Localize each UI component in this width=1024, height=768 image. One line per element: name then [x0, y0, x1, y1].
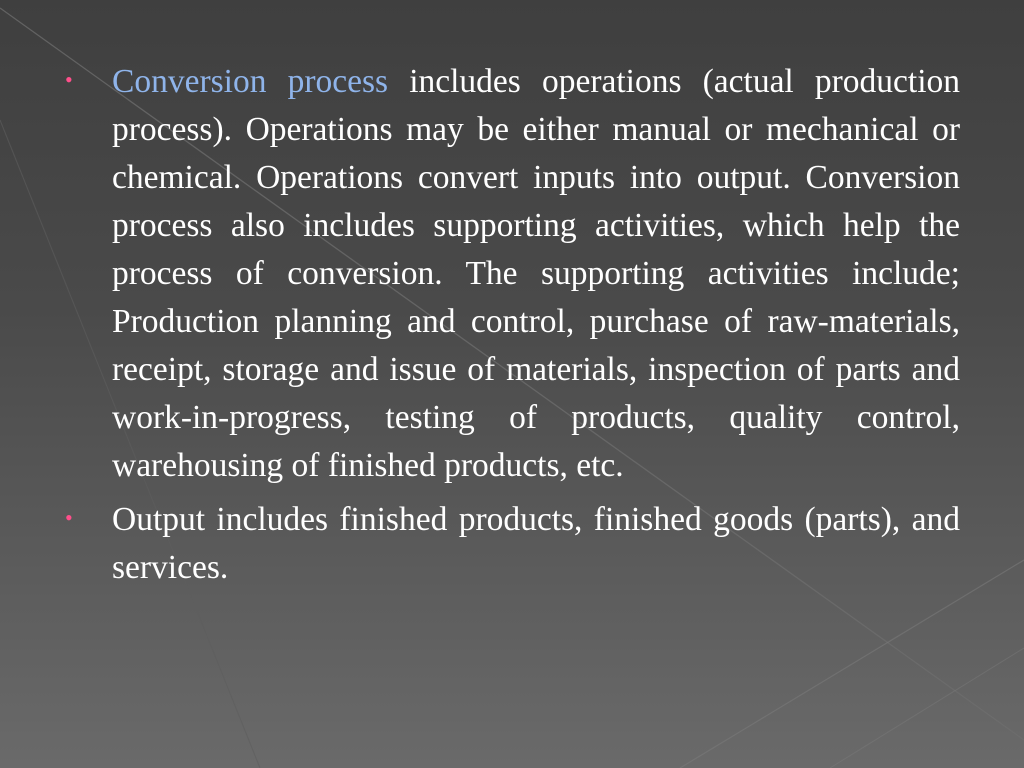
- bullet-list: [62, 58, 960, 598]
- bullet-item-output: [62, 496, 960, 592]
- bullet-dot-icon: •: [65, 505, 73, 530]
- bullet-text: includes operations (actual production process). Operations may be either manual or mechanical or chemical. Operations convert inputs into output. Conversion process also includes supporting activities, which help the process of conversion. The supporting activities include; Production planning and control, purchase of raw-materials, receipt, storage and issue of materials, inspection of parts and work-in-progress, testing of products, quality control, warehousing of finished products, etc.: [112, 63, 961, 484]
- highlight-term: Conversion process: [112, 63, 389, 100]
- bullet-text: Output includes finished products, finished goods (parts), and services.: [112, 501, 960, 586]
- bullet-item-conversion: [62, 58, 960, 490]
- bullet-dot-icon: •: [65, 67, 73, 92]
